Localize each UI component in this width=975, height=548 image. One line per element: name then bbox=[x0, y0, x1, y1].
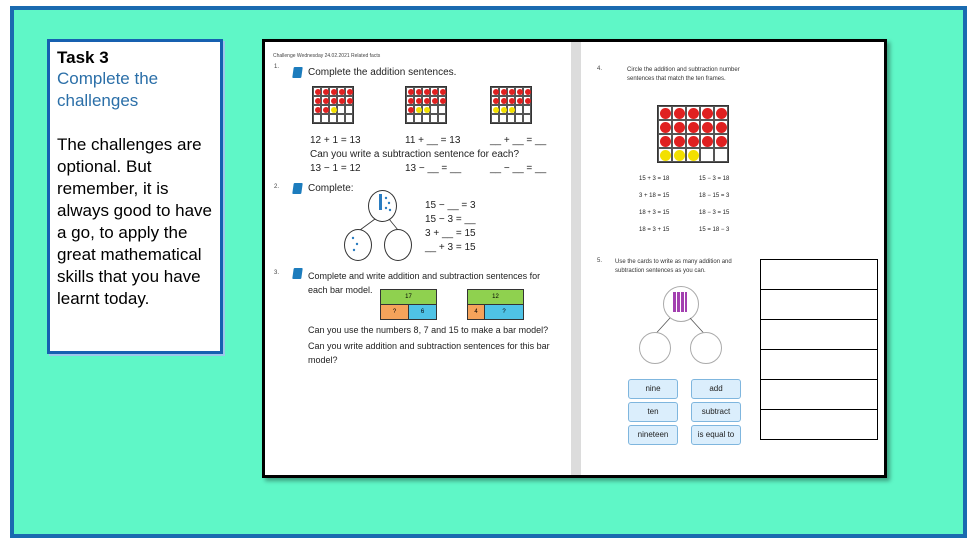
answer-box-4[interactable] bbox=[760, 349, 878, 380]
q4-left-1: 15 + 3 = 18 bbox=[639, 176, 670, 182]
cards-part-circle-1 bbox=[639, 332, 671, 364]
bar-model-2 bbox=[467, 289, 524, 320]
task-panel bbox=[47, 39, 223, 354]
part-dots bbox=[265, 42, 571, 292]
answer-box-1[interactable] bbox=[760, 259, 878, 290]
q3-prompt-2: Can you write addition and subtraction sentences for this bar model? bbox=[308, 341, 550, 365]
q1-prompt: Can you write a subtraction sentence for each? bbox=[310, 149, 520, 160]
answer-box-5[interactable] bbox=[760, 379, 878, 410]
bar2-total: 12 bbox=[468, 290, 523, 305]
q2-eq4: __ + 3 = 15 bbox=[425, 242, 476, 253]
page-gutter bbox=[571, 42, 581, 475]
q1-eq2: 11 + __ = 13 bbox=[405, 135, 461, 146]
q1-eq6: __ − __ = __ bbox=[490, 163, 547, 174]
task-body: The challenges are optional. But remember, it is always good to have a go, to apply the great mathematical skills that you have learnt today. bbox=[57, 135, 212, 308]
bar-model-1 bbox=[380, 289, 437, 320]
sheet-header: Challenge Wednesday 24.02.2021 Related facts bbox=[273, 53, 381, 59]
q3-number: 3. bbox=[274, 270, 280, 276]
q2-title: Complete: bbox=[308, 183, 354, 194]
card-add[interactable]: add bbox=[691, 379, 741, 399]
q1-eq1: 12 + 1 = 13 bbox=[310, 135, 361, 146]
bar2-right: ? bbox=[485, 305, 523, 319]
q4-right-2: 18 − 15 = 3 bbox=[699, 193, 730, 199]
answer-box-2[interactable] bbox=[760, 289, 878, 320]
q5-title: Use the cards to write as many addition and subtraction sentences as you can. bbox=[615, 259, 732, 274]
q3-prompt-1: Can you use the numbers 8, 7 and 15 to make a bar model? bbox=[308, 325, 549, 335]
q1-title: Complete the addition sentences. bbox=[308, 67, 457, 78]
q4-left-4: 18 = 3 + 15 bbox=[639, 227, 670, 233]
q1-eq4: 13 − 1 = 12 bbox=[310, 163, 361, 174]
bar1-left: ? bbox=[381, 305, 409, 319]
task-subtitle: Complete the challenges bbox=[57, 69, 159, 110]
bar2-left: 4 bbox=[468, 305, 485, 319]
q4-right-4: 15 = 18 − 3 bbox=[699, 227, 730, 233]
worksheet bbox=[262, 39, 887, 478]
q3-title: Complete and write addition and subtraction sentences for each bar model. bbox=[308, 271, 541, 295]
q4-right-3: 18 − 3 = 15 bbox=[699, 210, 730, 216]
answer-box-3[interactable] bbox=[760, 319, 878, 350]
q2-eq3: 3 + __ = 15 bbox=[425, 228, 476, 239]
book-icon bbox=[292, 268, 303, 279]
q1-number: 1. bbox=[274, 64, 280, 70]
cubes-icon bbox=[673, 292, 687, 312]
q5-number: 5. bbox=[597, 258, 603, 264]
bar1-total: 17 bbox=[381, 290, 436, 305]
q1-eq3: __ + __ = __ bbox=[490, 135, 547, 146]
bar1-right: 6 bbox=[409, 305, 436, 319]
card-nine[interactable]: nine bbox=[628, 379, 678, 399]
card-is-equal-to[interactable]: is equal to bbox=[691, 425, 741, 445]
q4-left-3: 18 + 3 = 15 bbox=[639, 210, 670, 216]
q2-eq1: 15 − __ = 3 bbox=[425, 200, 476, 211]
card-nineteen[interactable]: nineteen bbox=[628, 425, 678, 445]
cards-part-circle-2 bbox=[690, 332, 722, 364]
q2-number: 2. bbox=[274, 184, 280, 190]
answer-box-6[interactable] bbox=[760, 409, 878, 440]
task-title: Task 3 bbox=[57, 48, 109, 67]
q2-eq2: 15 − 3 = __ bbox=[425, 214, 476, 225]
q4-title: Circle the addition and subtraction number sentences that match the ten frames. bbox=[627, 67, 740, 82]
ten-frame-large bbox=[657, 105, 729, 163]
q4-left-2: 3 + 18 = 15 bbox=[639, 193, 670, 199]
card-ten[interactable]: ten bbox=[628, 402, 678, 422]
q1-eq5: 13 − __ = __ bbox=[405, 163, 462, 174]
q4-number: 4. bbox=[597, 66, 603, 72]
card-subtract[interactable]: subtract bbox=[691, 402, 741, 422]
q4-right-1: 15 − 3 = 18 bbox=[699, 176, 730, 182]
